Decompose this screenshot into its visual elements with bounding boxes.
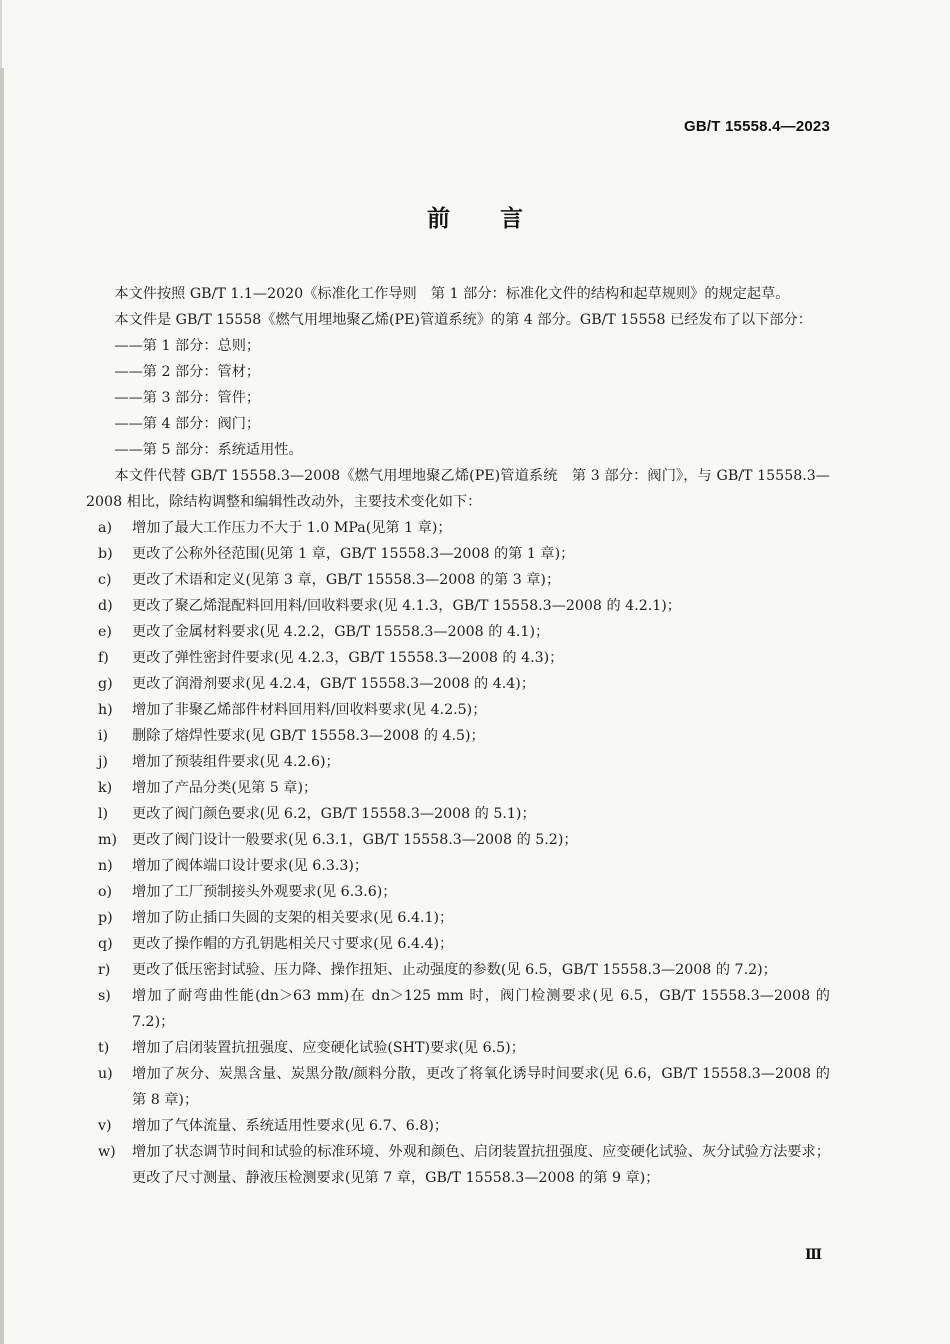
change-label: k) <box>98 780 113 796</box>
change-label: g) <box>98 676 113 692</box>
change-text: 更改了操作帽的方孔钥匙相关尺寸要求(见 6.4.4)； <box>132 936 454 952</box>
change-label: m) <box>98 832 117 848</box>
change-item <box>86 671 830 697</box>
foreword-body <box>86 281 835 1191</box>
change-label: c) <box>98 572 112 588</box>
change-item <box>86 801 830 827</box>
change-label: o) <box>98 884 113 900</box>
change-item <box>86 931 830 957</box>
change-item <box>86 853 830 879</box>
change-item <box>86 1061 830 1113</box>
change-text: 更改了术语和定义(见第 3 章，GB/T 15558.3—2008 的第 3 章)； <box>132 572 561 588</box>
change-label: j) <box>98 754 108 770</box>
change-item <box>86 567 830 593</box>
scan-edge <box>0 68 4 1344</box>
change-text: 更改了阀门颜色要求(见 6.2，GB/T 15558.3—2008 的 5.1)； <box>132 806 536 822</box>
change-label: p) <box>98 910 113 926</box>
part-item: ——第 4 部分：阀门； <box>114 416 261 432</box>
part-item: ——第 5 部分：系统适用性。 <box>114 442 303 458</box>
change-item <box>86 593 830 619</box>
change-text: 增加了预装组件要求(见 4.2.6)； <box>132 754 340 770</box>
change-label: s) <box>98 988 111 1004</box>
page-number: Ⅲ <box>804 1247 822 1263</box>
change-item <box>86 879 830 905</box>
change-label: e) <box>98 624 112 640</box>
change-label: r) <box>98 962 111 978</box>
paragraph-series-parts: 本文件是 GB/T 15558《燃气用埋地聚乙烯(PE)管道系统》的第 4 部分。GB/T 15558 已经发布了以下部分： <box>114 312 812 328</box>
change-item <box>86 1139 830 1191</box>
change-item <box>86 749 830 775</box>
change-text: 增加了产品分类(见第 5 章)； <box>132 780 318 796</box>
change-item <box>86 827 830 853</box>
change-text: 增加了非聚乙烯部件材料回用料/回收料要求(见 4.2.5)； <box>132 702 487 718</box>
change-label: h) <box>98 702 113 718</box>
change-text: 更改了低压密封试验、压力降、操作扭矩、止动强度的参数(见 6.5，GB/T 15558.3—2008 的 7.2)； <box>132 962 777 978</box>
change-text: 增加了状态调节时间和试验的标准环境、外观和颜色、启闭装置抗扭强度、应变硬化试验、灰分试验方法要求；更改了尺寸测量、静液压检测要求(见第 7 章，GB/T 15558.3—2008 的第 9 章)； <box>132 1144 830 1186</box>
page-title: 前言 <box>427 206 573 232</box>
standard-code: GB/T 15558.4—2023 <box>684 118 830 135</box>
change-text: 增加了工厂预制接头外观要求(见 6.3.6)； <box>132 884 397 900</box>
change-label: v) <box>98 1118 112 1134</box>
change-item <box>86 983 835 1035</box>
change-label: a) <box>98 520 112 536</box>
change-label: w) <box>98 1144 116 1160</box>
change-label: b) <box>98 546 113 562</box>
change-label: u) <box>98 1066 113 1082</box>
change-text: 更改了弹性密封件要求(见 4.2.3，GB/T 15558.3—2008 的 4.3)； <box>132 650 564 666</box>
change-item <box>86 905 830 931</box>
parts-list <box>86 333 830 463</box>
change-item <box>86 1113 830 1139</box>
change-text: 增加了气体流量、系统适用性要求(见 6.7、6.8)； <box>132 1118 449 1134</box>
change-text: 更改了公称外径范围(见第 1 章，GB/T 15558.3—2008 的第 1 章)； <box>132 546 575 562</box>
part-item: ——第 3 部分：管件； <box>114 390 261 406</box>
change-text: 更改了金属材料要求(见 4.2.2，GB/T 15558.3—2008 的 4.1)； <box>132 624 550 640</box>
change-label: i) <box>98 728 109 744</box>
change-label: l) <box>98 806 109 822</box>
part-item: ——第 2 部分：管材； <box>114 364 261 380</box>
change-text: 增加了灰分、炭黑含量、炭黑分散/颜料分散，更改了将氧化诱导时间要求(见 6.6，GB/T 15558.3—2008 的第 8 章)； <box>132 1066 830 1108</box>
change-item <box>86 541 830 567</box>
change-text: 更改了润滑剂要求(见 4.2.4，GB/T 15558.3—2008 的 4.4)； <box>132 676 535 692</box>
change-item <box>86 775 830 801</box>
change-item <box>86 515 830 541</box>
change-text: 更改了阀门设计一般要求(见 6.3.1，GB/T 15558.3—2008 的 5.2)； <box>132 832 578 848</box>
change-label: f) <box>98 650 109 666</box>
change-label: n) <box>98 858 113 874</box>
change-text: 增加了耐弯曲性能(dn＞63 mm)在 dn＞125 mm 时，阀门检测要求(见 6.5，GB/T 15558.3—2008 的 7.2)； <box>132 988 835 1030</box>
changes-list <box>86 515 835 1191</box>
change-text: 增加了防止插口失圆的支架的相关要求(见 6.4.1)； <box>132 910 454 926</box>
change-item <box>86 697 830 723</box>
change-text: 增加了阀体端口设计要求(见 6.3.3)； <box>132 858 369 874</box>
paragraph-replacement: 本文件代替 GB/T 15558.3—2008《燃气用埋地聚乙烯(PE)管道系统 第 3 部分：阀门》，与 GB/T 15558.3—2008 相比，除结构调整和编辑性改动外，主要技术变化如下： <box>86 468 830 510</box>
change-item <box>86 723 830 749</box>
change-item <box>86 957 830 983</box>
change-text: 增加了最大工作压力不大于 1.0 MPa(见第 1 章)； <box>132 520 452 536</box>
change-text: 更改了聚乙烯混配料回用料/回收料要求(见 4.1.3，GB/T 15558.3—2008 的 4.2.1)； <box>132 598 681 614</box>
change-item <box>86 1035 830 1061</box>
part-item: ——第 1 部分：总则； <box>114 338 261 354</box>
change-label: q) <box>98 936 113 952</box>
change-text: 增加了启闭装置抗扭强度、应变硬化试验(SHT)要求(见 6.5)； <box>132 1040 525 1056</box>
change-item <box>86 645 830 671</box>
change-label: d) <box>98 598 113 614</box>
change-item <box>86 619 830 645</box>
change-label: t) <box>98 1040 110 1056</box>
change-text: 删除了熔焊性要求(见 GB/T 15558.3—2008 的 4.5)； <box>132 728 485 744</box>
paragraph-drafting-rule: 本文件按照 GB/T 1.1—2020《标准化工作导则 第 1 部分：标准化文件的结构和起草规则》的规定起草。 <box>114 286 790 302</box>
